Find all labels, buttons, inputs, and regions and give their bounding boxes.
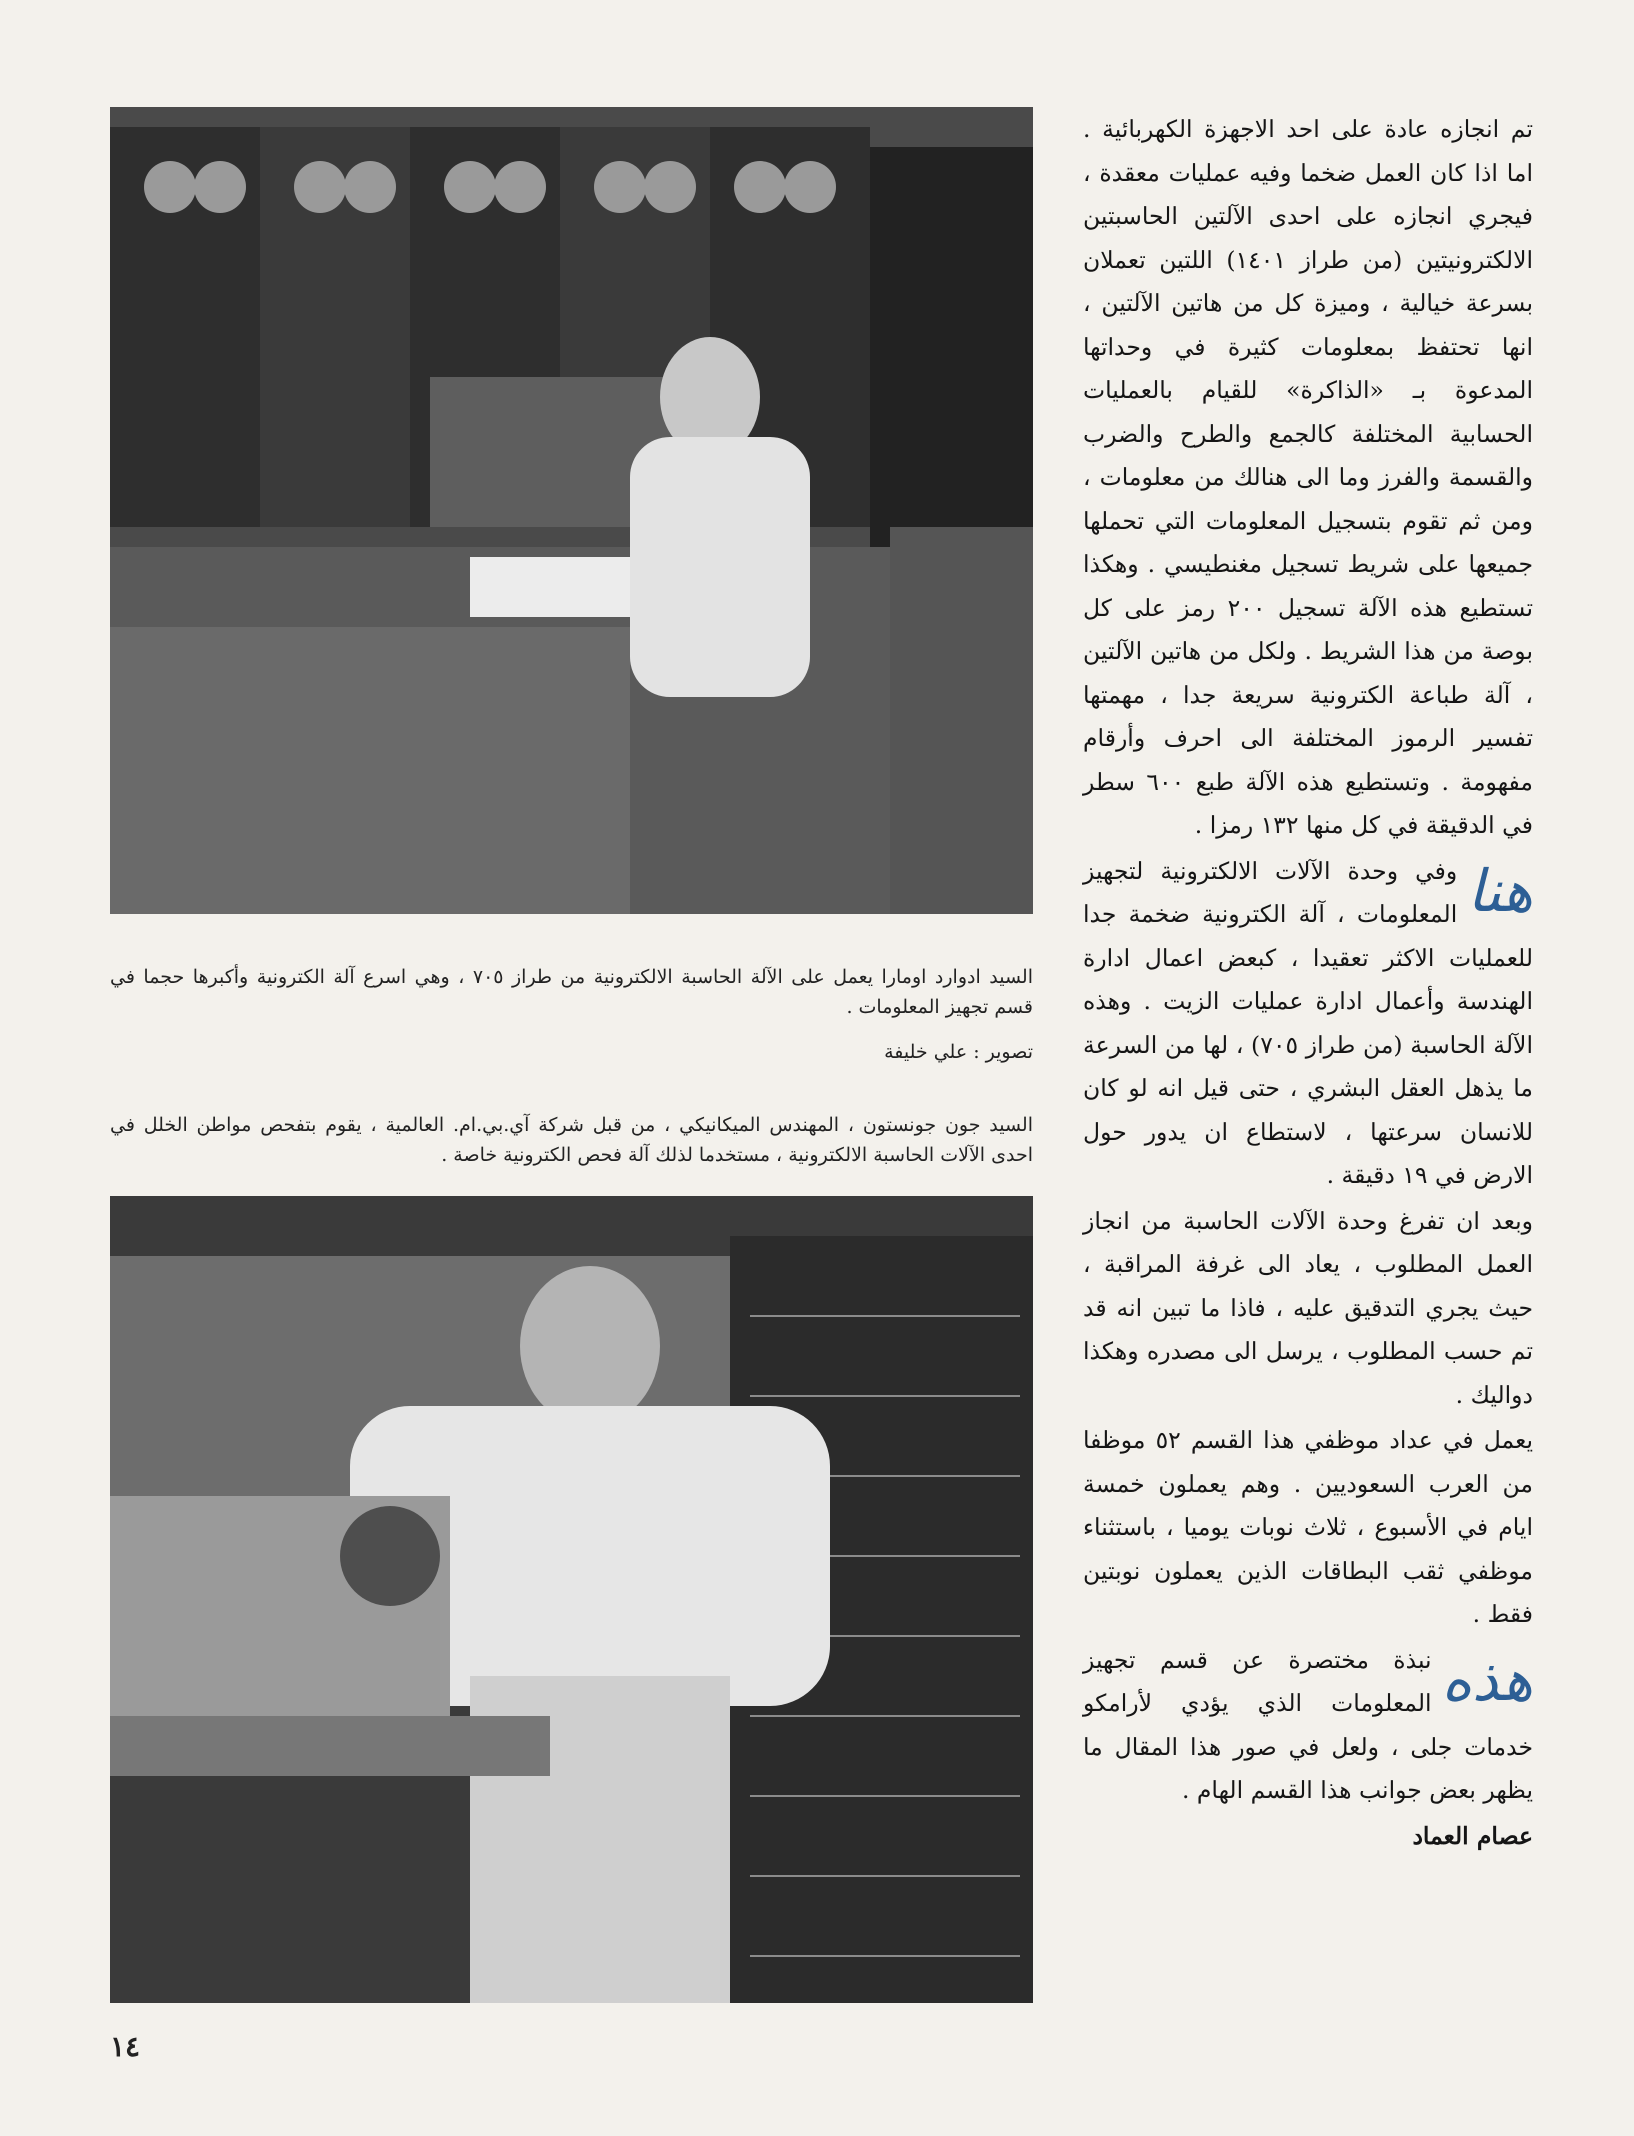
article-paragraph-5-text: نبذة مختصرة عن قسم تجهيز المعلومات الذي يؤدي لأرامكو خدمات جلى ، ولعل في صور هذا المقال ما يظهر بعض جوانب هذا القسم الهام .: [1083, 1645, 1533, 1804]
article-paragraph-1: تم انجازه عادة على احد الاجهزة الكهربائية . اما اذا كان العمل ضخما وفيه عمليات معقدة ، فيجري انجازه على احدى الآلتين الحاسبتين الالكترونيتين (من طراز ١٤٠١) اللتين تعملان بسرعة خيالية ، وميزة كل من هاتين الآلتين ، انها تحتفظ بمعلومات كثيرة في وحداتها المدعوة بـ «الذاكرة» للقيام بالعمليات الحسابية المختلفة كالجمع والطرح والضرب والقسمة والفرز وما الى هنالك من معلومات ، ومن ثم تقوم بتسجيل المعلومات التي تحملها جميعها على شريط تسجيل مغنطيسي . وهكذا تستطيع هذه الآلة تسجيل ٢٠٠ رمز على كل بوصة من هذا الشريط . ولكل من هاتين الآلتين ، آلة طباعة الكترونية سريعة جدا ، مهمتها تفسير الرموز المختلفة الى احرف وأرقام مفهومة . وتستطيع هذه الآلة طبع ٦٠٠ سطر في الدقيقة في كل منها ١٣٢ رمزا .: [1083, 115, 1534, 839]
article-paragraph-4: يعمل في عداد موظفي هذا القسم ٥٢ موظفا من العرب السعوديين . وهم يعملون خمسة ايام في الأسبوع ، ثلاث نوبات يوميا ، باستثناء موظفي ثقب البطاقات الذين يعملون نوبتين فقط .: [1083, 1426, 1533, 1628]
article-paragraph-2: [1083, 850, 1533, 1198]
dropcap-hona: هنا: [1467, 856, 1533, 925]
photo-top-illustration: [110, 107, 1033, 914]
page-number: ١٤: [110, 2030, 141, 2063]
dropcap-hadhihi: هذه: [1441, 1645, 1533, 1714]
article-body: [1083, 108, 1533, 1860]
photo-credit: تصوير : علي خليفة: [884, 1041, 1033, 1063]
article-paragraph-3: وبعد ان تفرغ وحدة الآلات الحاسبة من انجاز العمل المطلوب ، يعاد الى غرفة المراقبة ، حيث يجري التدقيق عليه ، فاذا ما تبين انه قد تم حسب المطلوب ، يرسل الى مصدره وهكذا دواليك .: [1083, 1206, 1533, 1409]
article-paragraph-5: [1083, 1639, 1533, 1813]
photo-bottom-illustration: [110, 1196, 1033, 2003]
author-name: عصام العماد: [1412, 1821, 1533, 1850]
article-paragraph-2-text: وفي وحدة الآلات الالكترونية لتجهيز المعلومات ، آلة الكترونية ضخمة جدا للعمليات الاكثر تعقيدا ، كبعض اعمال ادارة الهندسة وأعمال ادارة عمليات الزيت . وهذه الآلة الحاسبة (من طراز ٧٠٥) ، لها من السرعة ما يذهل العقل البشري ، حتى قيل انه لو كان للانسان سرعتها ، لاستطاع ان يدور حول الارض في ١٩ دقيقة .: [1083, 856, 1533, 1189]
photo-caption-bottom: السيد جون جونستون ، المهندس الميكانيكي ، من قبل شركة آي.بي.ام. العالمية ، يقوم بتفحص مواطن الخلل في احدى الآلات الحاسبة الالكترونية ، مستخدما لذلك آلة فحص الكترونية خاصة .: [110, 1114, 1033, 1166]
photo-operator-at-console: [110, 107, 1033, 914]
photo-engineer-inspecting: [110, 1196, 1033, 2003]
photo-caption-top: السيد ادوارد اومارا يعمل على الآلة الحاسبة الالكترونية من طراز ٧٠٥ ، وهي اسرع آلة الكترونية وأكبرها حجما في قسم تجهيز المعلومات .: [110, 966, 1033, 1018]
